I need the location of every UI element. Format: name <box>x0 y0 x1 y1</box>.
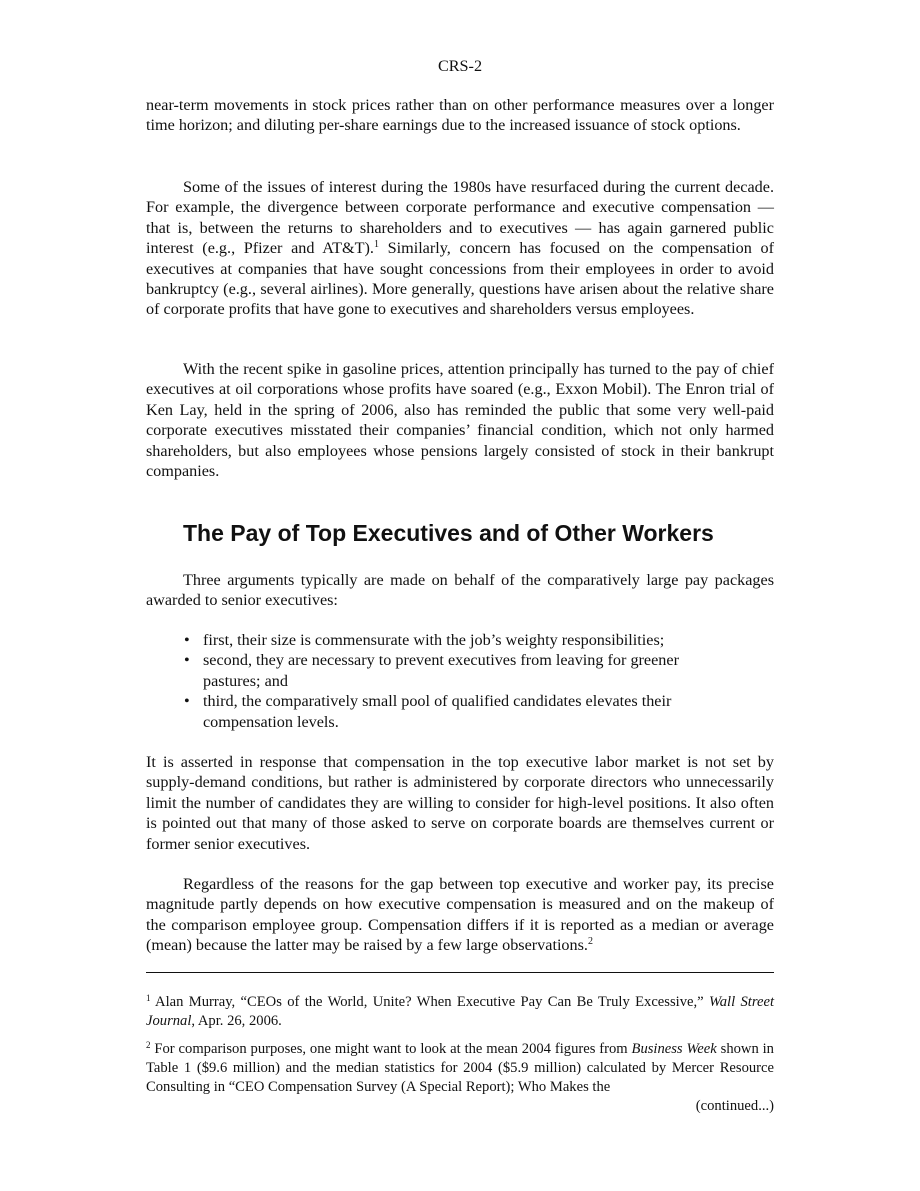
footnote-ref-2[interactable]: 2 <box>587 936 593 948</box>
paragraph-pay-gap <box>146 874 774 956</box>
footnote-text: Alan Murray, “CEOs of the World, Unite? When Executive Pay Can Be Truly Excessive,” <box>150 994 709 1010</box>
footnote-number: 2 <box>146 1040 151 1050</box>
list-item-text: third, the comparatively small pool of qualified candidates elevates their compensation levels. <box>203 692 672 731</box>
continued-marker: (continued...) <box>695 1098 774 1114</box>
bullet-icon: • <box>184 651 190 670</box>
footnote-italic: Wall Street Journal <box>146 994 774 1029</box>
section-heading: The Pay of Top Executives and of Other Workers <box>183 520 714 546</box>
paragraph-arguments-intro: Three arguments typically are made on behalf of the comparatively large pay packages awarded to senior executives: <box>146 571 774 610</box>
footnote-divider <box>146 972 774 973</box>
arguments-list <box>146 630 774 732</box>
bullet-icon: • <box>184 631 190 649</box>
footnote-text: , Apr. 26, 2006. <box>191 1013 282 1029</box>
paragraph-text: Similarly, concern has focused on the compensation of executives at companies that have sought concessions from their employees in order to avoid bankruptcy (e.g., several airlines). More generally, questions have arisen about the relative share of corporate profits that have gone to executives and shareholders versus employees. <box>146 239 774 319</box>
list-item-text: first, their size is commensurate with the job’s weighty responsibilities; <box>203 631 665 649</box>
footnote-2 <box>146 1040 774 1116</box>
footnote-1 <box>146 993 774 1031</box>
paragraph-gasoline-prices: With the recent spike in gasoline prices, attention principally has turned to the pay of chief executives at oil corporations whose profits have soared (e.g., Exxon Mobil). The Enron trial of Ken Lay, held in the spring of 2006, also has reminded the public that some very well-paid corporate executives misstated their companies’ financial condition, which not only harmed shareholders, but also employees whose pensions largely consisted of stock in their bankrupt companies. <box>146 360 774 481</box>
paragraph-continuation: near-term movements in stock prices rather than on other performance measures over a longer time horizon; and diluting per-share earnings due to the increased issuance of stock options. <box>146 96 774 135</box>
paragraph-text: Some of the issues of interest during the 1980s have resurfaced during the current decade. For example, the divergence between corporate performance and executive compensation — that is, between the returns to shareholders and to executives — has again garnered public interest (e.g., Pfizer and AT&T). <box>146 178 774 258</box>
list-item <box>146 691 774 732</box>
footnote-body <box>146 1040 774 1097</box>
list-item <box>146 650 774 691</box>
footnote-text: shown in Table 1 ($9.6 million) and the median statistics for 2004 ($5.9 million) calculated by Mercer Resource Consulting in “CEO Compensation Survey (A Special Report); Who Makes the <box>146 1041 774 1095</box>
footnote-italic: Business Week <box>631 1041 717 1057</box>
paragraph-issues-1980s <box>146 177 774 320</box>
paragraph-response: It is asserted in response that compensation in the top executive labor market is not set by supply-demand conditions, but rather is administered by corporate directors who unnecessarily limit the number of candidates they are willing to consider for high-level positions. It also often is pointed out that many of those asked to serve on corporate boards are themselves current or former senior executives. <box>146 753 774 853</box>
list-item-text: second, they are necessary to prevent executives from leaving for greener pastures; and <box>203 651 679 690</box>
page-number: CRS-2 <box>437 57 483 75</box>
footnote-ref-1[interactable]: 1 <box>373 239 379 251</box>
footnote-text: For comparison purposes, one might want to look at the mean 2004 figures from <box>150 1041 632 1057</box>
paragraph-text: Regardless of the reasons for the gap between top executive and worker pay, its precise magnitude partly depends on how executive compensation is measured and on the makeup of the comparison employee group. Compensation differs if it is reported as a median or average (mean) because the latter may be raised by a few large observations. <box>146 875 774 955</box>
footnote-number: 1 <box>146 993 151 1003</box>
list-item <box>146 630 774 650</box>
bullet-icon: • <box>184 692 190 711</box>
